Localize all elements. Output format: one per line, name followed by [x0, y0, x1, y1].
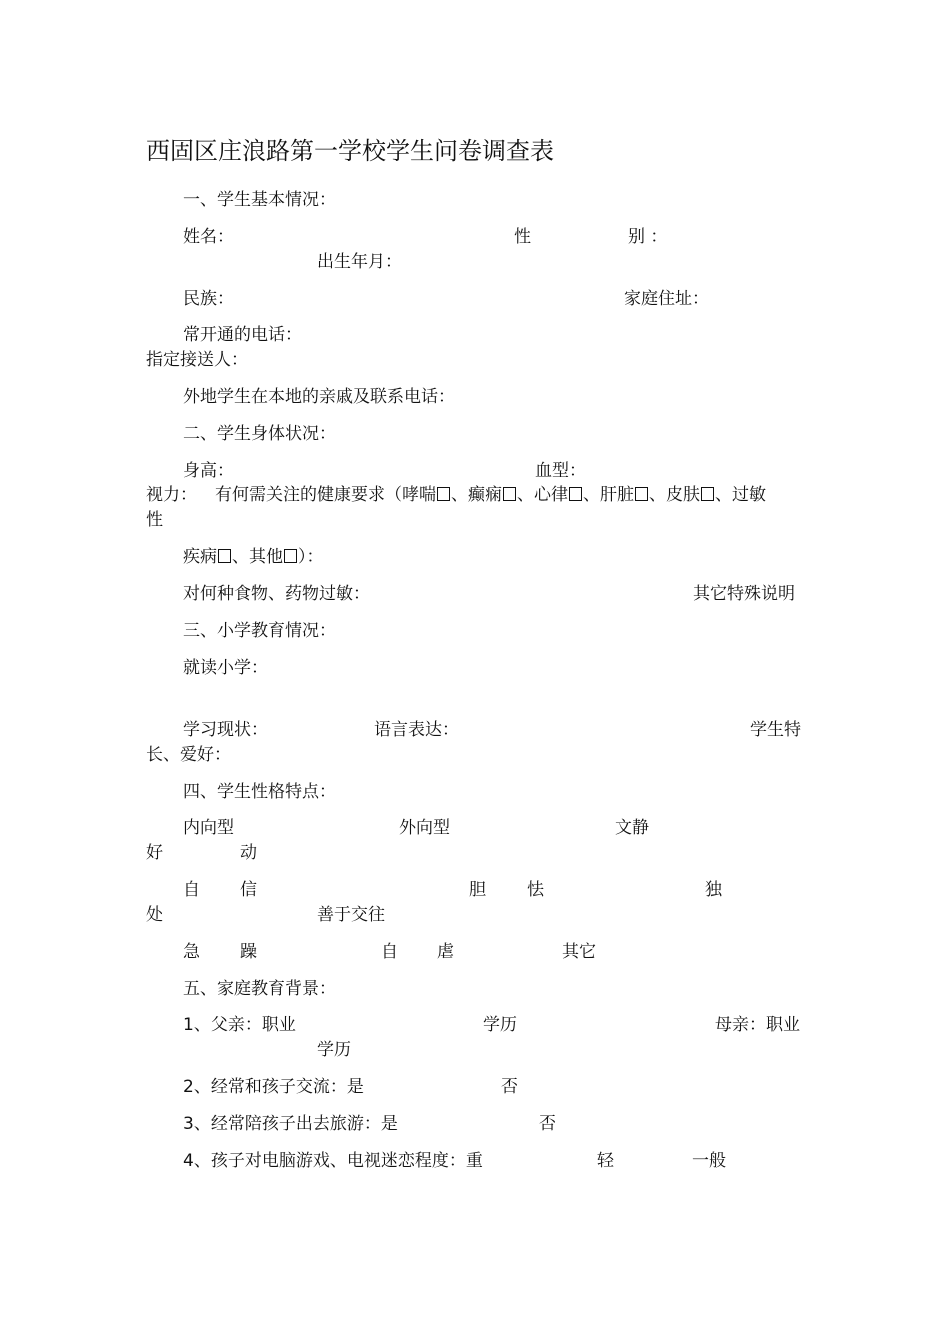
alone-option-b: 处	[146, 905, 163, 925]
blood-label: 血型：	[535, 461, 586, 481]
quiet-option-a: 文静	[615, 818, 649, 838]
section-2-heading: 二、学生身体状况：	[183, 424, 336, 444]
vision-label: 视力：	[146, 485, 197, 505]
talent-label-b: 长、爱好：	[146, 745, 231, 765]
section-5-heading: 五、家庭教育背景：	[183, 979, 336, 999]
allergy-label: 、过敏	[715, 485, 766, 505]
disease-row	[183, 546, 324, 568]
epilepsy-label: 、癫痫	[451, 485, 502, 505]
study-status-label: 学习现状：	[183, 720, 268, 740]
q2-number: 2	[183, 1077, 194, 1097]
travel-question: 、经常陪孩子出去旅游：是	[193, 1114, 398, 1134]
travel-no: 否	[539, 1114, 556, 1134]
addiction-question: 、孩子对电脑游戏、电视迷恋程度：重	[193, 1151, 483, 1171]
communication-no: 否	[501, 1077, 518, 1097]
rash-option-b: 躁	[240, 942, 257, 962]
q1-number: 1	[183, 1015, 194, 1035]
pickup-label: 指定接送人：	[146, 350, 248, 370]
name-label: 姓名：	[183, 227, 234, 247]
other-checkbox[interactable]	[284, 549, 297, 563]
school-label: 就读小学：	[183, 658, 268, 678]
page-title: 西固区庄浪路第一学校学生问卷调查表	[146, 137, 554, 165]
section-1-heading: 一、学生基本情况：	[183, 190, 336, 210]
epilepsy-checkbox[interactable]	[503, 487, 516, 501]
talent-label-a: 学生特	[750, 720, 801, 740]
addiction-normal: 一般	[692, 1151, 726, 1171]
rash-option-a: 急	[183, 942, 200, 962]
language-label: 语言表达：	[374, 720, 459, 740]
father-row	[183, 1014, 296, 1036]
skin-label: 、皮肤	[649, 485, 700, 505]
confident-option-b: 信	[240, 880, 257, 900]
self-harm-option-a: 自	[381, 942, 398, 962]
height-label: 身高：	[183, 461, 234, 481]
q3-number: 3	[183, 1114, 194, 1134]
allergic-disease-checkbox[interactable]	[218, 549, 231, 563]
phone-label: 常开通的电话：	[183, 325, 302, 345]
heart-label: 、心律	[517, 485, 568, 505]
confident-option-a: 自	[183, 880, 200, 900]
father-job-label: 、父亲：职业	[193, 1015, 296, 1035]
active-option: 动	[240, 843, 257, 863]
gender-label-b: 别 ：	[628, 227, 668, 247]
communication-row	[183, 1076, 364, 1098]
social-option: 善于交往	[317, 905, 385, 925]
birth-label: 出生年月：	[317, 252, 402, 272]
allergy-question: 对何种食物、药物过敏：	[183, 584, 370, 604]
addiction-light: 轻	[597, 1151, 614, 1171]
addiction-row	[183, 1150, 483, 1172]
alone-option-a: 独	[705, 880, 722, 900]
section-4-heading: 四、学生性格特点：	[183, 782, 336, 802]
ethnicity-label: 民族：	[183, 289, 234, 309]
skin-checkbox[interactable]	[701, 487, 714, 501]
liver-label: 、肝脏	[583, 485, 634, 505]
close-paren: ）：	[298, 547, 324, 567]
mother-edu-label: 学历	[317, 1040, 351, 1060]
heart-checkbox[interactable]	[569, 487, 582, 501]
section-3-heading: 三、小学教育情况：	[183, 621, 336, 641]
quiet-option-b: 好	[146, 843, 163, 863]
gender-label-a: 性	[514, 227, 531, 247]
disease-label: 疾病	[183, 547, 217, 567]
travel-row	[183, 1113, 398, 1135]
health-prefix: 有何需关注的健康要求（哮喘	[215, 485, 436, 505]
timid-option-b: 怯	[527, 880, 544, 900]
liver-checkbox[interactable]	[635, 487, 648, 501]
special-notes-label: 其它特殊说明	[693, 584, 795, 604]
timid-option-a: 胆	[469, 880, 486, 900]
health-requirements	[215, 484, 766, 506]
health-wrap: 性	[146, 510, 163, 530]
address-label: 家庭住址：	[624, 289, 709, 309]
other-trait-option: 其它	[562, 942, 596, 962]
q4-number: 4	[183, 1151, 194, 1171]
mother-job-label: 母亲：职业	[715, 1015, 800, 1035]
communication-question: 、经常和孩子交流：是	[193, 1077, 364, 1097]
relative-label: 外地学生在本地的亲戚及联系电话：	[183, 387, 455, 407]
other-label: 、其他	[232, 547, 283, 567]
extrovert-option: 外向型	[399, 818, 450, 838]
self-harm-option-b: 虐	[437, 942, 454, 962]
father-edu-label: 学历	[483, 1015, 517, 1035]
introvert-option: 内向型	[183, 818, 234, 838]
asthma-checkbox[interactable]	[437, 487, 450, 501]
